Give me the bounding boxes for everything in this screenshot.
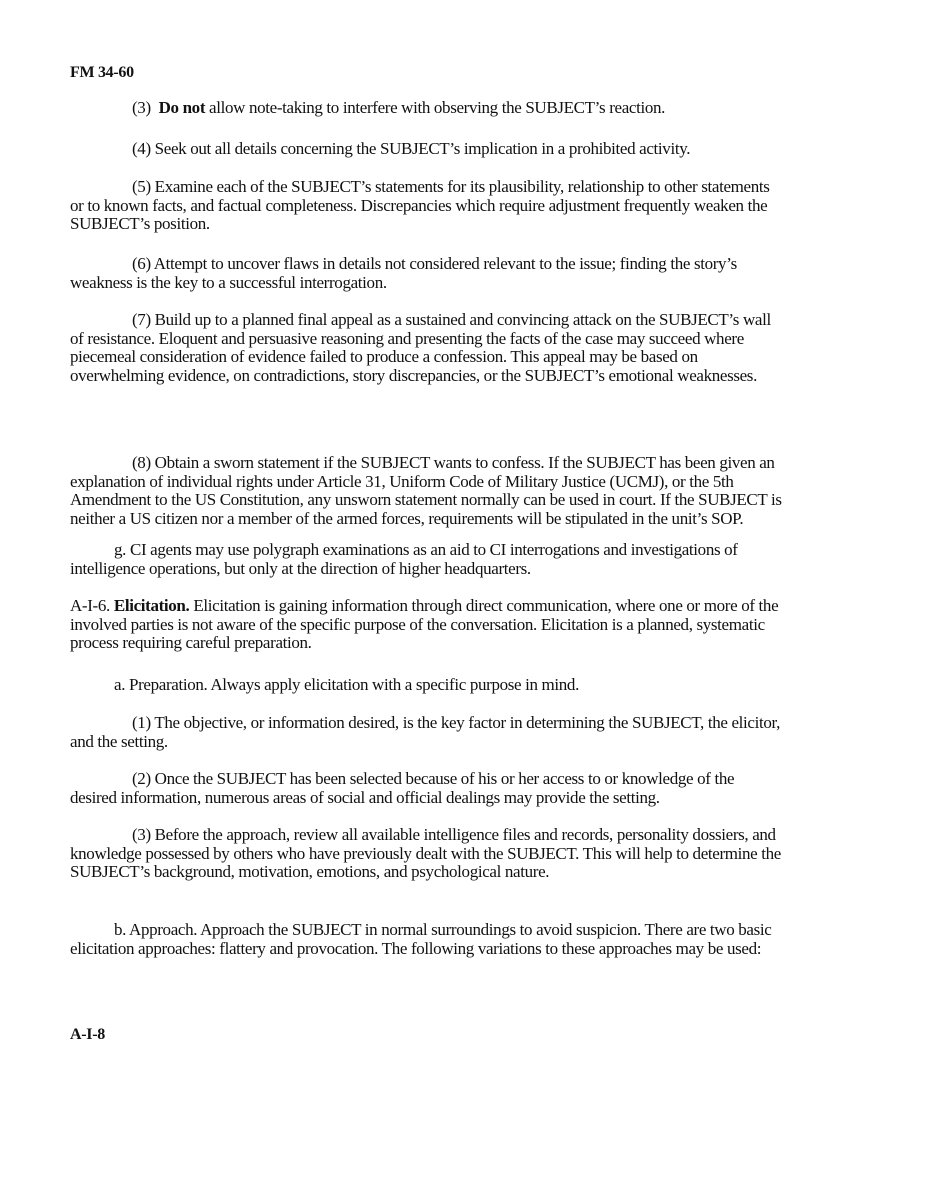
paragraph-3	[70, 99, 782, 118]
section-elicitation	[70, 597, 782, 653]
paragraph-8: (8) Obtain a sworn statement if the SUBJECT wants to confess. If the SUBJECT has been given an explanation of individual rights under Article 31, Uniform Code of Military Justice (UCMJ), or the 5th Amendment to the US Constitution, any unsworn statement normally can be used in court. If the SUBJECT is neither a US citizen nor a member of the armed forces, requirements will be stipulated in the unit’s SOP.	[70, 453, 782, 528]
paragraph-5: (5) Examine each of the SUBJECT’s statements for its plausibility, relationship to other statements or to known facts, and factual completeness. Discrepancies which require adjustment frequently weaken the SUBJECT’s position.	[70, 177, 770, 233]
paragraph-a: a. Preparation. Always apply elicitation with a specific purpose in mind.	[114, 675, 579, 694]
page-footer: A-I-8	[70, 1026, 105, 1043]
section-title: Elicitation.	[113, 596, 190, 615]
paragraph-a-3: (3) Before the approach, review all available intelligence files and records, personality dossiers, and knowledge possessed by others who have previously dealt with the SUBJECT. This will help to determine the SUBJECT’s background, motivation, emotions, and psychological nature.	[70, 825, 781, 881]
section-number: A-I-6.	[70, 596, 110, 615]
paragraph-3-number: (3)	[132, 98, 151, 117]
paragraph-7: (7) Build up to a planned final appeal as a sustained and convincing attack on the SUBJECT’s wall of resistance. Eloquent and persuasive reasoning and presenting the facts of the case may succeed where piecemeal consideration of evidence failed to produce a confession. This appeal may be based on overwhelming evidence, on contradictions, story discrepancies, or the SUBJECT’s emotional weaknesses.	[70, 310, 771, 385]
paragraph-g: g. CI agents may use polygraph examinations as an aid to CI interrogations and investigations of intelligence operations, but only at the direction of higher headquarters.	[70, 540, 738, 578]
paragraph-6: (6) Attempt to uncover flaws in details not considered relevant to the issue; finding the story’s weakness is the key to a successful interrogation.	[70, 254, 737, 292]
paragraph-a-1: (1) The objective, or information desired, is the key factor in determining the SUBJECT, the elicitor, and the setting.	[70, 713, 781, 751]
paragraph-4: (4) Seek out all details concerning the SUBJECT’s implication in a prohibited activity.	[132, 139, 691, 158]
paragraph-3-emphasis: Do not	[158, 98, 206, 117]
paragraph-a-2: (2) Once the SUBJECT has been selected because of his or her access to or knowledge of the desired information, numerous areas of social and official dealings may provide the setting.	[70, 769, 735, 807]
section-text: Elicitation is gaining information through direct communication, where one or more of the involved parties is not aware of the specific purpose of the conversation. Elicitation is a planned, systematic process requiring careful preparation.	[70, 596, 779, 652]
paragraph-3-text: allow note-taking to interfere with observing the SUBJECT’s reaction.	[209, 98, 666, 117]
page-header: FM 34-60	[70, 64, 134, 81]
paragraph-b: b. Approach. Approach the SUBJECT in normal surroundings to avoid suspicion. There are two basic elicitation approaches: flattery and provocation. The following variations to these approaches may be used:	[70, 920, 772, 958]
